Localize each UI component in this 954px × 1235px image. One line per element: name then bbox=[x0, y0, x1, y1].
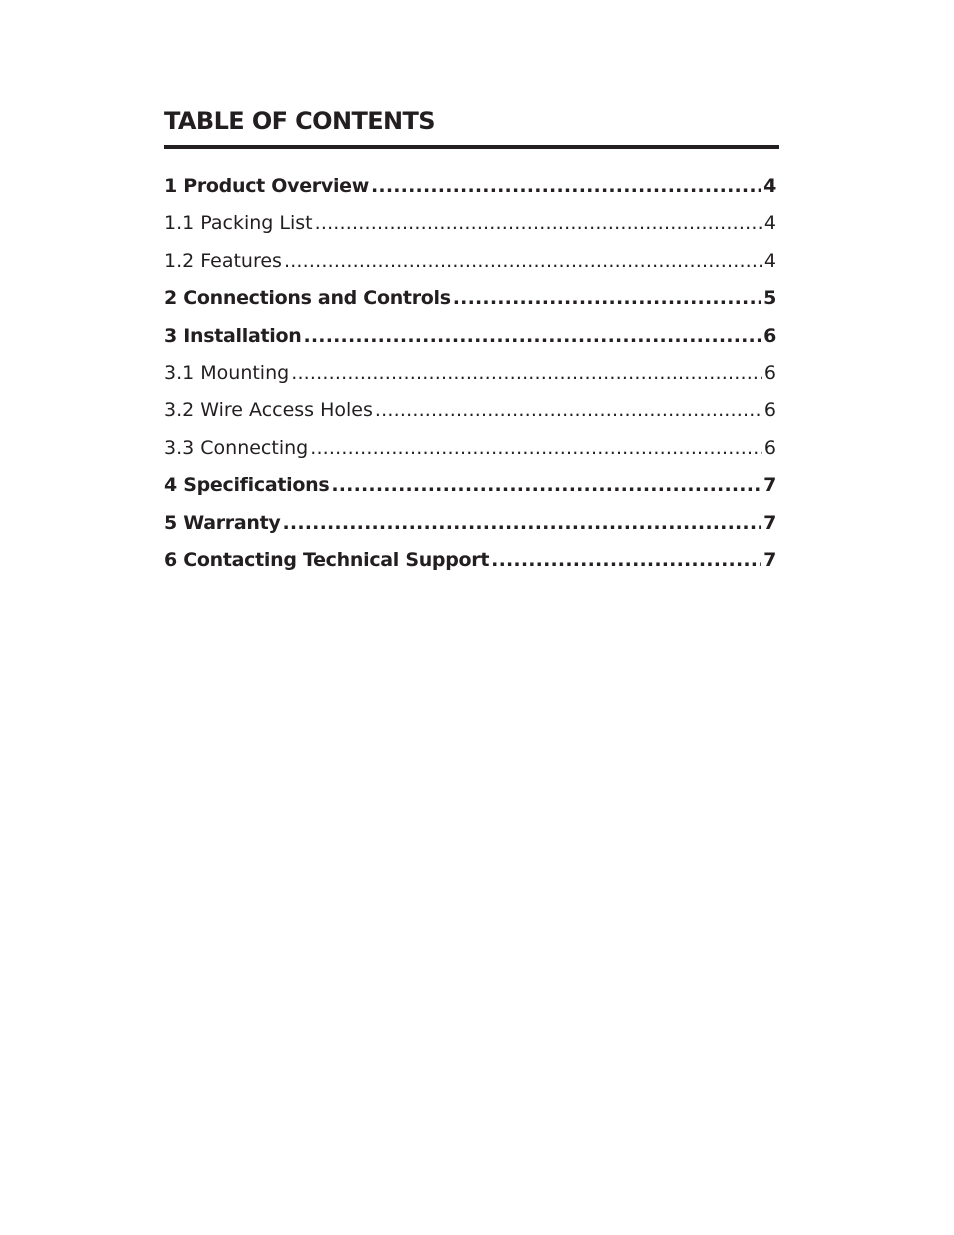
dot-leader bbox=[291, 361, 762, 385]
toc-entry-label: 1.2 Features bbox=[164, 249, 282, 272]
dot-leader bbox=[375, 398, 762, 422]
toc-entry-page-number: 5 bbox=[763, 287, 776, 310]
toc-entry-contacting-technical-support[interactable] bbox=[164, 548, 776, 585]
toc-entry-page-number: 7 bbox=[763, 548, 776, 571]
toc-entry-installation[interactable] bbox=[164, 324, 776, 361]
toc-entry-label: 3.1 Mounting bbox=[164, 361, 290, 384]
toc-entry-wire-access-holes[interactable] bbox=[164, 398, 776, 435]
toc-entry-features[interactable] bbox=[164, 249, 776, 286]
toc-list bbox=[164, 174, 776, 585]
toc-entry-label: 3.3 Connecting bbox=[164, 436, 309, 459]
page-title: TABLE OF CONTENTS bbox=[164, 107, 435, 135]
toc-entry-page-number: 6 bbox=[763, 361, 776, 384]
toc-entry-specifications[interactable] bbox=[164, 473, 776, 510]
toc-entry-label: 5 Warranty bbox=[164, 511, 281, 534]
dot-leader bbox=[283, 511, 762, 535]
dot-leader bbox=[491, 548, 761, 572]
toc-entry-page-number: 4 bbox=[763, 212, 776, 235]
dot-leader bbox=[284, 249, 762, 273]
dot-leader bbox=[315, 211, 762, 235]
toc-entry-label: 3 Installation bbox=[164, 324, 302, 347]
toc-entry-page-number: 4 bbox=[763, 175, 776, 197]
title-divider bbox=[164, 145, 779, 149]
toc-entry-label: 1 Product Overview bbox=[164, 175, 370, 197]
toc-entry-page-number: 6 bbox=[763, 399, 776, 422]
toc-entry-page-number: 7 bbox=[763, 511, 776, 534]
dot-leader bbox=[453, 286, 761, 310]
toc-entry-connections-and-controls[interactable] bbox=[164, 286, 776, 323]
toc-entry-label: 2 Connections and Controls bbox=[164, 287, 451, 310]
dot-leader bbox=[371, 174, 761, 198]
toc-entry-label: 6 Contacting Technical Support bbox=[164, 548, 490, 571]
toc-entry-packing-list[interactable] bbox=[164, 211, 776, 248]
toc-entry-label: 3.2 Wire Access Holes bbox=[164, 399, 373, 422]
dot-leader bbox=[331, 473, 761, 497]
toc-entry-warranty[interactable] bbox=[164, 511, 776, 548]
toc-entry-product-overview[interactable] bbox=[164, 174, 776, 211]
toc-entry-page-number: 4 bbox=[763, 249, 776, 272]
dot-leader bbox=[303, 324, 761, 348]
toc-entry-page-number: 6 bbox=[763, 436, 776, 459]
dot-leader bbox=[310, 436, 762, 460]
toc-entry-mounting[interactable] bbox=[164, 361, 776, 398]
toc-entry-page-number: 7 bbox=[763, 474, 776, 497]
toc-entry-page-number: 6 bbox=[763, 324, 776, 347]
toc-entry-connecting[interactable] bbox=[164, 436, 776, 473]
toc-entry-label: 1.1 Packing List bbox=[164, 212, 313, 235]
toc-entry-label: 4 Specifications bbox=[164, 474, 330, 497]
document-page bbox=[164, 106, 779, 585]
